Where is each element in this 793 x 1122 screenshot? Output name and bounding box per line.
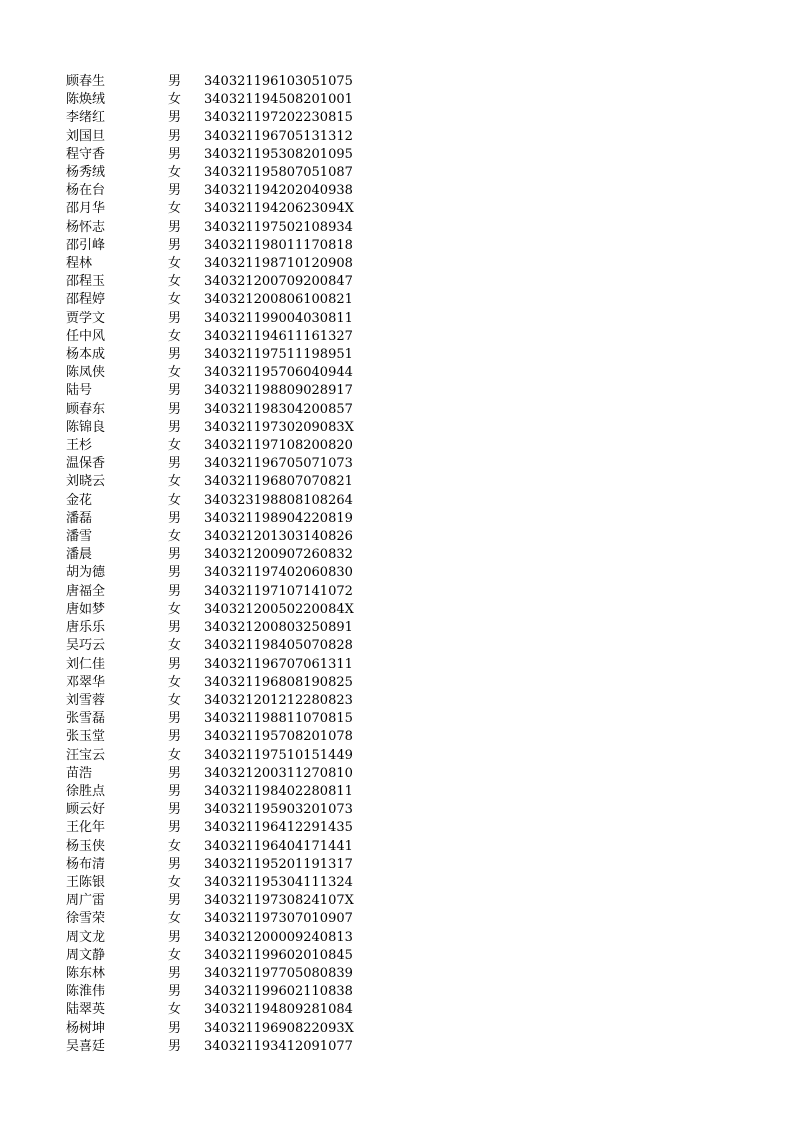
sex-cell: 女 <box>168 529 182 545</box>
table-row <box>66 291 354 309</box>
name-cell: 金花 <box>66 492 93 508</box>
id-number-cell: 340321197202230815 <box>204 110 353 126</box>
id-number-cell: 340321195201191317 <box>204 856 353 872</box>
sex-cell: 女 <box>168 911 182 927</box>
table-row <box>66 801 354 819</box>
table-row <box>66 564 354 582</box>
id-number-cell: 340321197510151449 <box>204 747 353 763</box>
sex-cell: 女 <box>168 438 182 454</box>
id-number-cell: 340321195708201078 <box>204 729 353 745</box>
sex-cell: 男 <box>168 565 182 581</box>
sex-cell: 女 <box>168 201 182 217</box>
id-number-cell: 340321196404171441 <box>204 838 353 854</box>
sex-cell: 男 <box>168 419 182 435</box>
id-number-cell: 340321194202040938 <box>204 183 353 199</box>
id-number-cell: 340321196808190825 <box>204 674 353 690</box>
table-row <box>66 419 354 437</box>
name-cell: 杨布清 <box>66 856 106 872</box>
sex-cell: 男 <box>168 456 182 472</box>
id-number-cell: 340321193412091077 <box>204 1038 353 1054</box>
table-row <box>66 1038 354 1056</box>
sex-cell: 男 <box>168 656 182 672</box>
table-row <box>66 656 354 674</box>
table-row <box>66 109 354 127</box>
table-row <box>66 437 354 455</box>
name-cell: 潘晨 <box>66 547 93 563</box>
id-number-cell: 34032119420623094X <box>204 201 354 217</box>
table-row <box>66 674 354 692</box>
name-cell: 杨本成 <box>66 347 106 363</box>
name-cell: 陆号 <box>66 383 93 399</box>
name-cell: 陆翠英 <box>66 1002 106 1018</box>
name-cell: 唐如梦 <box>66 601 106 617</box>
table-row <box>66 583 354 601</box>
id-number-cell: 340321195308201095 <box>204 146 353 162</box>
table-row <box>66 382 354 400</box>
sex-cell: 男 <box>168 237 182 253</box>
id-number-cell: 340321197107141072 <box>204 583 353 599</box>
sex-cell: 女 <box>168 328 182 344</box>
name-cell: 邵程玉 <box>66 274 106 290</box>
table-row <box>66 619 354 637</box>
table-row <box>66 237 354 255</box>
name-cell: 刘晓云 <box>66 474 106 490</box>
name-cell: 吴巧云 <box>66 638 106 654</box>
sex-cell: 男 <box>168 620 182 636</box>
id-number-cell: 340323198808108264 <box>204 492 353 508</box>
sex-cell: 女 <box>168 601 182 617</box>
name-cell: 邵月华 <box>66 201 106 217</box>
sex-cell: 男 <box>168 1038 182 1054</box>
sex-cell: 男 <box>168 856 182 872</box>
id-number-cell: 34032120050220084X <box>204 601 354 617</box>
name-cell: 顾春东 <box>66 401 106 417</box>
name-cell: 温保香 <box>66 456 106 472</box>
name-cell: 杨树坤 <box>66 1020 106 1036</box>
name-cell: 张玉堂 <box>66 729 106 745</box>
name-cell: 王化年 <box>66 820 106 836</box>
table-row <box>66 473 354 491</box>
sex-cell: 男 <box>168 984 182 1000</box>
name-cell: 周文静 <box>66 947 106 963</box>
name-cell: 胡为德 <box>66 565 106 581</box>
table-row <box>66 510 354 528</box>
id-number-cell: 340321197108200820 <box>204 438 353 454</box>
id-number-cell: 340321200803250891 <box>204 620 353 636</box>
sex-cell: 男 <box>168 74 182 89</box>
sex-cell: 男 <box>168 510 182 526</box>
sex-cell: 男 <box>168 820 182 836</box>
table-row <box>66 91 354 109</box>
sex-cell: 男 <box>168 347 182 363</box>
sex-cell: 男 <box>168 146 182 162</box>
id-number-cell: 340321195807051087 <box>204 165 353 181</box>
table-row <box>66 747 354 765</box>
table-row <box>66 910 354 928</box>
sex-cell: 男 <box>168 802 182 818</box>
id-number-cell: 340321197502108934 <box>204 219 353 235</box>
sex-cell: 女 <box>168 638 182 654</box>
table-row <box>66 546 354 564</box>
sex-cell: 女 <box>168 292 182 308</box>
name-cell: 周文龙 <box>66 929 106 945</box>
table-row <box>66 164 354 182</box>
name-cell: 陈焕绒 <box>66 92 106 108</box>
id-number-cell: 340321198710120908 <box>204 256 353 272</box>
name-cell: 周广雷 <box>66 893 106 909</box>
table-row <box>66 1001 354 1019</box>
name-cell: 程守香 <box>66 146 106 162</box>
name-cell: 汪宝云 <box>66 747 106 763</box>
table-row <box>66 983 354 1001</box>
sex-cell: 男 <box>168 219 182 235</box>
id-number-cell: 340321198405070828 <box>204 638 353 654</box>
sex-cell: 女 <box>168 92 182 108</box>
name-cell: 潘磊 <box>66 510 93 526</box>
id-number-cell: 340321199004030811 <box>204 310 353 326</box>
table-row <box>66 819 354 837</box>
id-number-cell: 340321194508201001 <box>204 92 353 108</box>
id-number-cell: 340321200009240813 <box>204 929 353 945</box>
sex-cell: 女 <box>168 274 182 290</box>
sex-cell: 男 <box>168 711 182 727</box>
sex-cell: 男 <box>168 583 182 599</box>
id-number-cell: 340321198811070815 <box>204 711 353 727</box>
sex-cell: 男 <box>168 929 182 945</box>
sex-cell: 男 <box>168 729 182 745</box>
table-row <box>66 601 354 619</box>
id-number-cell: 340321197511198951 <box>204 347 353 363</box>
sex-cell: 男 <box>168 893 182 909</box>
sex-cell: 女 <box>168 838 182 854</box>
name-cell: 杨在台 <box>66 183 106 199</box>
id-number-cell: 340321196807070821 <box>204 474 353 490</box>
name-cell: 顾春生 <box>66 74 106 89</box>
sex-cell: 女 <box>168 874 182 890</box>
id-number-cell: 340321198809028917 <box>204 383 353 399</box>
sex-cell: 男 <box>168 128 182 144</box>
id-number-cell: 340321197402060830 <box>204 565 353 581</box>
table-row <box>66 710 354 728</box>
name-cell: 邵程婷 <box>66 292 106 308</box>
table-row <box>66 692 354 710</box>
sex-cell: 男 <box>168 965 182 981</box>
id-number-cell: 340321197705080839 <box>204 965 353 981</box>
table-row <box>66 219 354 237</box>
table-row <box>66 929 354 947</box>
name-cell: 徐雪荣 <box>66 911 106 927</box>
name-cell: 王陈银 <box>66 874 106 890</box>
id-number-cell: 340321196103051075 <box>204 74 353 89</box>
table-row <box>66 401 354 419</box>
id-number-cell: 340321195903201073 <box>204 802 353 818</box>
name-cell: 陈淮伟 <box>66 984 106 1000</box>
id-number-cell: 340321200907260832 <box>204 547 353 563</box>
table-row <box>66 892 354 910</box>
id-number-cell: 340321201303140826 <box>204 529 353 545</box>
table-row <box>66 947 354 965</box>
sex-cell: 女 <box>168 692 182 708</box>
name-cell: 陈凤侠 <box>66 365 106 381</box>
id-number-cell: 340321200709200847 <box>204 274 353 290</box>
id-number-cell: 34032119690822093X <box>204 1020 354 1036</box>
id-number-cell: 340321199602110838 <box>204 984 353 1000</box>
name-cell: 任中风 <box>66 328 106 344</box>
table-row <box>66 455 354 473</box>
id-number-cell: 340321195304111324 <box>204 874 353 890</box>
table-row <box>66 528 354 546</box>
id-number-cell: 340321194611161327 <box>204 328 353 344</box>
table-row <box>66 783 354 801</box>
sex-cell: 男 <box>168 310 182 326</box>
table-row <box>66 346 354 364</box>
name-cell: 程林 <box>66 256 93 272</box>
table-row <box>66 328 354 346</box>
id-number-cell: 340321195706040944 <box>204 365 353 381</box>
name-cell: 邓翠华 <box>66 674 106 690</box>
name-cell: 刘仁佳 <box>66 656 106 672</box>
sex-cell: 女 <box>168 492 182 508</box>
name-cell: 邵引峰 <box>66 237 106 253</box>
id-number-cell: 340321199602010845 <box>204 947 353 963</box>
name-cell: 苗浩 <box>66 765 93 781</box>
id-number-cell: 34032119730209083X <box>204 419 354 435</box>
sex-cell: 女 <box>168 1002 182 1018</box>
name-cell: 徐胜点 <box>66 783 106 799</box>
name-cell: 杨怀志 <box>66 219 106 235</box>
id-number-cell: 340321196707061311 <box>204 656 353 672</box>
name-cell: 唐乐乐 <box>66 620 106 636</box>
sex-cell: 女 <box>168 947 182 963</box>
id-number-cell: 340321197307010907 <box>204 911 353 927</box>
table-row <box>66 874 354 892</box>
name-cell: 刘国旦 <box>66 128 106 144</box>
table-row <box>66 765 354 783</box>
sex-cell: 女 <box>168 165 182 181</box>
sex-cell: 女 <box>168 674 182 690</box>
table-row <box>66 728 354 746</box>
id-number-cell: 340321201212280823 <box>204 692 353 708</box>
id-number-cell: 340321198904220819 <box>204 510 353 526</box>
sex-cell: 男 <box>168 765 182 781</box>
sex-cell: 女 <box>168 256 182 272</box>
name-cell: 吴喜廷 <box>66 1038 106 1054</box>
table-row <box>66 255 354 273</box>
id-number-cell: 340321200311270810 <box>204 765 353 781</box>
name-cell: 王杉 <box>66 438 93 454</box>
table-row <box>66 182 354 200</box>
sex-cell: 男 <box>168 110 182 126</box>
table-row <box>66 310 354 328</box>
table-row <box>66 273 354 291</box>
table-row <box>66 146 354 164</box>
name-cell: 陈东林 <box>66 965 106 981</box>
id-number-cell: 34032119730824107X <box>204 893 354 909</box>
table-row <box>66 856 354 874</box>
name-cell: 贾学文 <box>66 310 106 326</box>
id-number-cell: 340321198011170818 <box>204 237 353 253</box>
table-row <box>66 73 354 91</box>
id-number-cell: 340321198402280811 <box>204 783 353 799</box>
name-cell: 唐福全 <box>66 583 106 599</box>
table-row <box>66 128 354 146</box>
table-row <box>66 364 354 382</box>
name-cell: 刘雪蓉 <box>66 692 106 708</box>
sex-cell: 男 <box>168 547 182 563</box>
id-number-cell: 340321194809281084 <box>204 1002 353 1018</box>
sex-cell: 男 <box>168 383 182 399</box>
sex-cell: 男 <box>168 1020 182 1036</box>
roster-table <box>66 73 354 1056</box>
table-row <box>66 637 354 655</box>
sex-cell: 女 <box>168 747 182 763</box>
name-cell: 顾云好 <box>66 802 106 818</box>
sex-cell: 男 <box>168 401 182 417</box>
id-number-cell: 340321198304200857 <box>204 401 353 417</box>
id-number-cell: 340321196705071073 <box>204 456 353 472</box>
id-number-cell: 340321196705131312 <box>204 128 353 144</box>
id-number-cell: 340321200806100821 <box>204 292 353 308</box>
name-cell: 潘雪 <box>66 529 93 545</box>
id-number-cell: 340321196412291435 <box>204 820 353 836</box>
sex-cell: 男 <box>168 183 182 199</box>
name-cell: 杨秀绒 <box>66 165 106 181</box>
name-cell: 杨玉侠 <box>66 838 106 854</box>
name-cell: 陈锦良 <box>66 419 106 435</box>
table-row <box>66 838 354 856</box>
table-row <box>66 492 354 510</box>
table-row <box>66 965 354 983</box>
sex-cell: 女 <box>168 365 182 381</box>
table-row <box>66 1020 354 1038</box>
table-row <box>66 200 354 218</box>
name-cell: 张雪磊 <box>66 711 106 727</box>
name-cell: 李绪红 <box>66 110 106 126</box>
roster-table-body <box>66 73 354 1056</box>
sex-cell: 男 <box>168 783 182 799</box>
sex-cell: 女 <box>168 474 182 490</box>
